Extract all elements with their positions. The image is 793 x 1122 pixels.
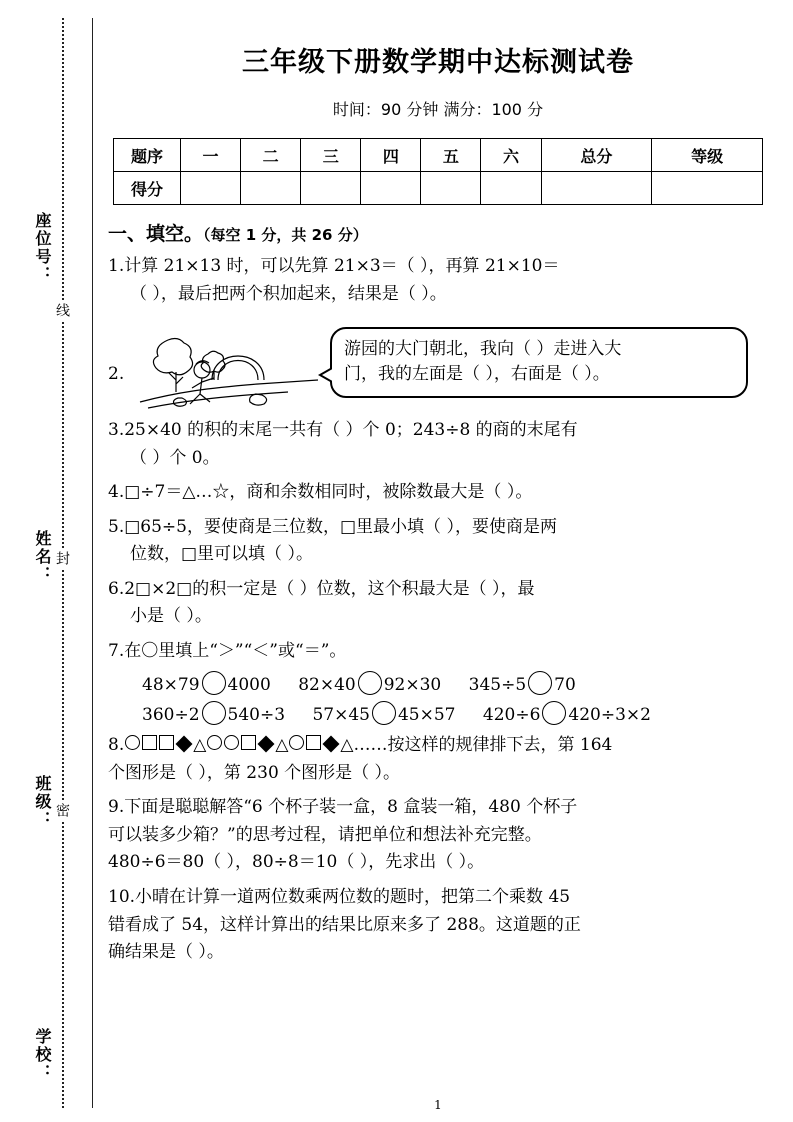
question-2-speech-bubble (330, 327, 748, 398)
compare-pair (142, 701, 285, 725)
answer-circle[interactable] (202, 701, 226, 725)
class-label: 班级： (33, 775, 52, 829)
score-table-row-label: 题序 (114, 139, 181, 172)
score-cell-grade[interactable] (652, 172, 763, 205)
school-label: 学校： (33, 1028, 52, 1082)
circle-shape-icon (289, 735, 304, 750)
question-9 (108, 794, 768, 877)
question-2-bubble-line2: 门，我的左面是（ ），右面是（ ）。 (344, 364, 610, 385)
answer-circle[interactable] (528, 671, 552, 695)
question-7-compare-row-2 (108, 701, 768, 725)
compare-left: 360÷2 (142, 705, 200, 726)
question-8-number: 8. (108, 735, 125, 756)
score-col-2: 二 (241, 139, 301, 172)
compare-right: 540÷3 (227, 705, 286, 726)
square-shape-icon (142, 735, 157, 750)
compare-left: 48×79 (142, 675, 200, 696)
diamond-shape-icon (323, 736, 340, 753)
park-scene-illustration (138, 314, 320, 410)
question-6 (108, 576, 768, 631)
circle-shape-icon (224, 735, 239, 750)
page-title: 三年级下册数学期中达标测试卷 (242, 47, 634, 78)
question-3-number: 3. (108, 420, 125, 441)
question-1-line1: 计算 21×13 时，可以先算 21×3＝（ ），再算 21×10＝ (124, 256, 560, 276)
question-4-number: 4. (108, 482, 125, 503)
triangle-shape-icon: △ (193, 735, 207, 756)
question-6-line1: 2□×2□的积一定是（ ）位数，这个积最大是（ ），最 (124, 578, 535, 599)
diamond-shape-icon (176, 736, 193, 753)
question-3 (108, 417, 768, 472)
question-10-line2: 错看成了 54，这样计算出的结果比原来多了 288。这道题的正 (108, 914, 581, 935)
compare-right: 92×30 (383, 675, 442, 696)
score-col-3: 三 (301, 139, 361, 172)
score-cell-4[interactable] (361, 172, 421, 205)
compare-right: 45×57 (397, 705, 456, 726)
question-9-number: 9. (108, 797, 125, 818)
answer-circle[interactable] (202, 671, 226, 695)
question-8-tail: ……按这样的规律排下去，第 164 (353, 735, 613, 756)
compare-pair (298, 671, 441, 695)
section-heading-text: 一、填空。 (108, 223, 204, 245)
name-label: 姓名： (33, 530, 52, 584)
compare-right: 420÷3×2 (568, 705, 651, 726)
question-10-line3: 确结果是（ ）。 (108, 942, 224, 963)
question-3-line2: （ ）个 0。 (130, 447, 220, 468)
score-col-5: 五 (421, 139, 481, 172)
question-2 (108, 314, 768, 410)
question-5 (108, 514, 768, 569)
answer-circle[interactable] (358, 671, 382, 695)
score-col-grade: 等级 (652, 139, 763, 172)
question-1-number: 1. (108, 256, 125, 276)
compare-left: 345÷5 (468, 675, 527, 696)
score-cell-total[interactable] (541, 172, 652, 205)
question-4-line1: □÷7＝△…☆，商和余数相同时，被除数最大是（ ）。 (124, 482, 533, 503)
triangle-shape-icon: △ (275, 735, 289, 756)
question-6-number: 6. (108, 578, 125, 599)
question-7 (108, 638, 768, 666)
question-8-line2: 个图形是（ ），第 230 个图形是（ ）。 (108, 762, 401, 783)
question-10-line1: 小晴在计算一道两位数乘两位数的题时，把第二个乘数 45 (135, 886, 571, 907)
score-table (113, 138, 763, 205)
question-5-line2: 位数，□里可以填（ ）。 (130, 544, 313, 565)
question-7-line1: 在〇里填上“＞”“＜”或“＝”。 (124, 640, 347, 661)
solid-margin-line (92, 18, 93, 1108)
question-8 (108, 732, 768, 787)
compare-pair (312, 701, 455, 725)
score-cell-6[interactable] (481, 172, 541, 205)
exam-paper-body (108, 0, 768, 1122)
compare-right: 4000 (227, 675, 271, 696)
question-5-line1: □65÷5，要使商是三位数，□里最小填（ ），要使商是两 (124, 516, 557, 537)
question-10 (108, 884, 768, 967)
compare-pair (483, 701, 651, 725)
question-9-line2: 可以装多少箱？”的思考过程，请把单位和想法补充完整。 (108, 824, 542, 845)
circle-shape-icon (125, 735, 140, 750)
score-table-score-label: 得分 (114, 172, 181, 205)
question-4 (108, 479, 768, 507)
exam-subtitle: 时间：90 分钟 满分：100 分 (332, 100, 544, 119)
question-2-number: 2. (108, 364, 125, 385)
score-col-total: 总分 (541, 139, 652, 172)
question-7-compare-row-1 (108, 671, 768, 695)
seat-number-label: 座位号： (33, 212, 52, 284)
compare-pair (469, 671, 576, 695)
compare-left: 420÷6 (482, 705, 541, 726)
score-col-1: 一 (181, 139, 241, 172)
section-heading-fill-blanks (108, 219, 768, 246)
table-row-headers (114, 139, 763, 172)
question-1 (108, 253, 768, 308)
score-col-6: 六 (481, 139, 541, 172)
table-row-scores (114, 172, 763, 205)
diamond-shape-icon (258, 736, 275, 753)
answer-circle[interactable] (542, 701, 566, 725)
question-7-number: 7. (108, 640, 125, 661)
seal-word-feng: 封 (54, 548, 72, 568)
question-6-line2: 小是（ ）。 (130, 606, 212, 627)
square-shape-icon (306, 735, 321, 750)
question-3-line1: 25×40 的积的末尾一共有（ ）个 0；243÷8 的商的末尾有 (124, 420, 578, 441)
answer-circle[interactable] (372, 701, 396, 725)
square-shape-icon (241, 735, 256, 750)
left-margin-strip (0, 0, 96, 1122)
question-9-line3: 480÷6＝80（ ），80÷8＝10（ ），先求出（ ）。 (108, 852, 485, 873)
question-1-line2: （ ），最后把两个积加起来，结果是（ ）。 (130, 283, 447, 304)
square-shape-icon (159, 735, 174, 750)
question-5-number: 5. (108, 516, 125, 537)
pattern-sequence (124, 735, 353, 755)
page-number: 1 (434, 1098, 442, 1112)
score-cell-3[interactable] (301, 172, 361, 205)
compare-left: 57×45 (312, 705, 370, 726)
score-col-4: 四 (361, 139, 421, 172)
score-cell-1[interactable] (181, 172, 241, 205)
score-cell-5[interactable] (421, 172, 481, 205)
seal-word-mi: 密 (54, 800, 72, 820)
question-2-bubble-line1: 游园的大门朝北，我向（ ）走进入大 (344, 338, 622, 359)
compare-pair (142, 671, 271, 695)
circle-shape-icon (207, 735, 222, 750)
section-points: （每空 1 分，共 26 分） (203, 226, 368, 244)
score-cell-2[interactable] (241, 172, 301, 205)
triangle-shape-icon: △ (340, 735, 354, 756)
compare-right: 70 (554, 675, 576, 696)
seal-word-line: 线 (54, 300, 72, 320)
question-9-line1: 下面是聪聪解答“6 个杯子装一盒，8 盒装一箱，480 个杯子 (124, 797, 578, 818)
compare-left: 82×40 (298, 675, 356, 696)
question-10-number: 10. (108, 886, 136, 907)
